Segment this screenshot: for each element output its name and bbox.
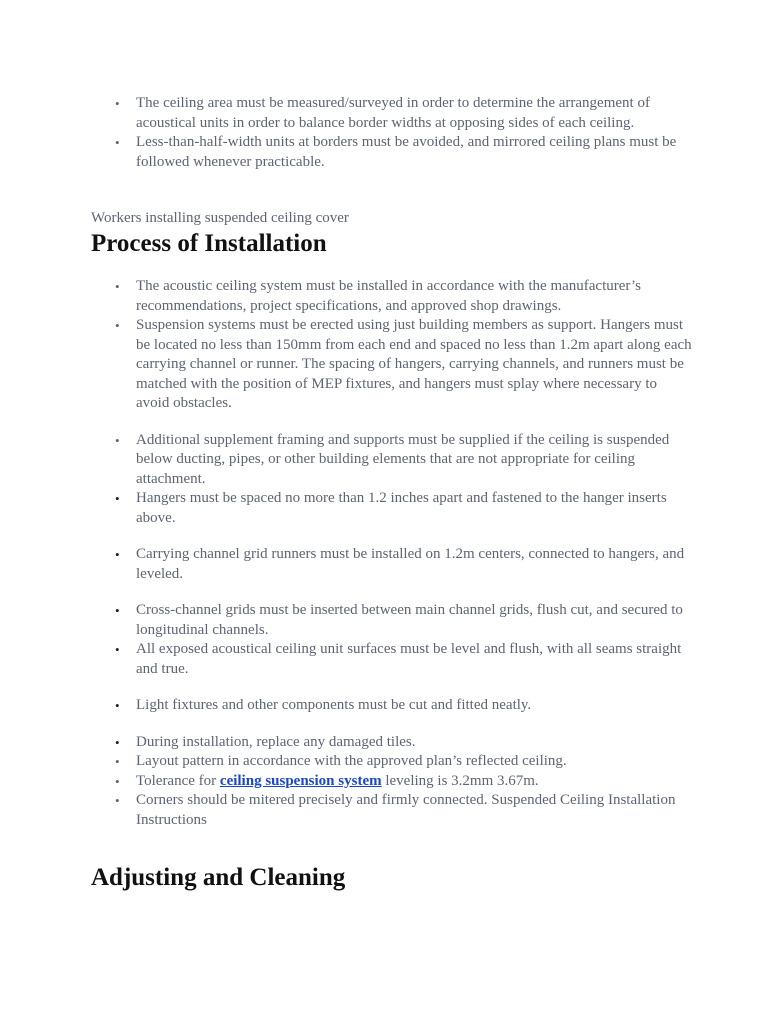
adjusting-heading: Adjusting and Cleaning bbox=[91, 864, 346, 891]
image-caption: Workers installing suspended ceiling cover bbox=[91, 210, 349, 226]
list-item-text: Light fixtures and other components must be cut and fitted neatly. bbox=[136, 697, 532, 713]
bullet-icon: • bbox=[115, 279, 120, 294]
bullet-icon: • bbox=[115, 603, 120, 618]
ceiling-suspension-system-link[interactable]: ceiling suspension system bbox=[219, 772, 382, 789]
bullet-icon: • bbox=[115, 318, 120, 333]
intro-list bbox=[112, 94, 692, 172]
list-item bbox=[112, 601, 692, 640]
list-item bbox=[112, 733, 692, 753]
list-item bbox=[112, 545, 692, 584]
list-item-text: Suspension systems must be erected using just building members as support. Hangers must be located no less than 150mm from each end and spaced no less than 1.2m apart along each carrying channel or runner. The spacing of hangers, carrying channels, and runners must be matched with the position of MEP fixtures, and hangers must splay where necessary to avoid obstacles. bbox=[136, 317, 692, 411]
list-item bbox=[112, 752, 692, 772]
list-item-text: Cross-channel grids must be inserted between main channel grids, flush cut, and secured to longitudinal channels. bbox=[136, 602, 683, 638]
list-item-text: Carrying channel grid runners must be installed on 1.2m centers, connected to hangers, and leveled. bbox=[136, 546, 685, 582]
process-list bbox=[112, 277, 692, 830]
list-item bbox=[112, 640, 692, 679]
list-item bbox=[112, 431, 692, 490]
list-item bbox=[112, 489, 692, 528]
list-item bbox=[112, 94, 692, 133]
bullet-icon: • bbox=[115, 773, 120, 789]
bullet-icon: • bbox=[115, 96, 120, 111]
bullet-icon: • bbox=[115, 547, 120, 562]
bullet-icon: • bbox=[115, 432, 120, 448]
list-item-text: The acoustic ceiling system must be installed in accordance with the manufacturer’s recommendations, project specifications, and approved shop drawings. bbox=[136, 278, 641, 314]
list-item-text: Layout pattern in accordance with the approved plan’s reflected ceiling. bbox=[136, 753, 567, 769]
list-item-text: Hangers must be spaced no more than 1.2 inches apart and fastened to the hanger inserts above. bbox=[136, 490, 667, 526]
tolerance-prefix: Tolerance for bbox=[136, 772, 220, 789]
process-heading: Process of Installation bbox=[91, 230, 327, 257]
list-item-text: During installation, replace any damaged tiles. bbox=[136, 733, 416, 750]
list-item bbox=[112, 696, 692, 716]
list-item bbox=[112, 772, 692, 792]
bullet-icon: • bbox=[115, 491, 120, 506]
bullet-icon: • bbox=[115, 754, 120, 769]
list-item bbox=[112, 133, 692, 172]
list-item-text: The ceiling area must be measured/surveyed in order to determine the arrangement of acoustical units in order to balance border widths at opposing sides of each ceiling. bbox=[136, 95, 650, 131]
list-item bbox=[112, 791, 692, 830]
list-item-text: All exposed acoustical ceiling unit surfaces must be level and flush, with all seams straight and true. bbox=[136, 641, 682, 677]
list-item-text: Corners should be mitered precisely and firmly connected. Suspended Ceiling Installation Instructions bbox=[136, 792, 676, 828]
list-item bbox=[112, 277, 692, 316]
bullet-icon: • bbox=[115, 734, 120, 750]
bullet-icon: • bbox=[115, 135, 120, 150]
bullet-icon: • bbox=[115, 698, 120, 713]
list-item-text: Less-than-half-width units at borders must be avoided, and mirrored ceiling plans must be followed whenever practicable. bbox=[136, 134, 677, 170]
bullet-icon: • bbox=[115, 793, 120, 808]
list-item bbox=[112, 316, 692, 414]
tolerance-suffix: leveling is 3.2mm 3.67m. bbox=[381, 772, 539, 789]
bullet-icon: • bbox=[115, 642, 120, 657]
list-item-text: Additional supplement framing and supports must be supplied if the ceiling is suspended below ducting, pipes, or other building elements that are not appropriate for ceiling attachment. bbox=[136, 431, 670, 487]
